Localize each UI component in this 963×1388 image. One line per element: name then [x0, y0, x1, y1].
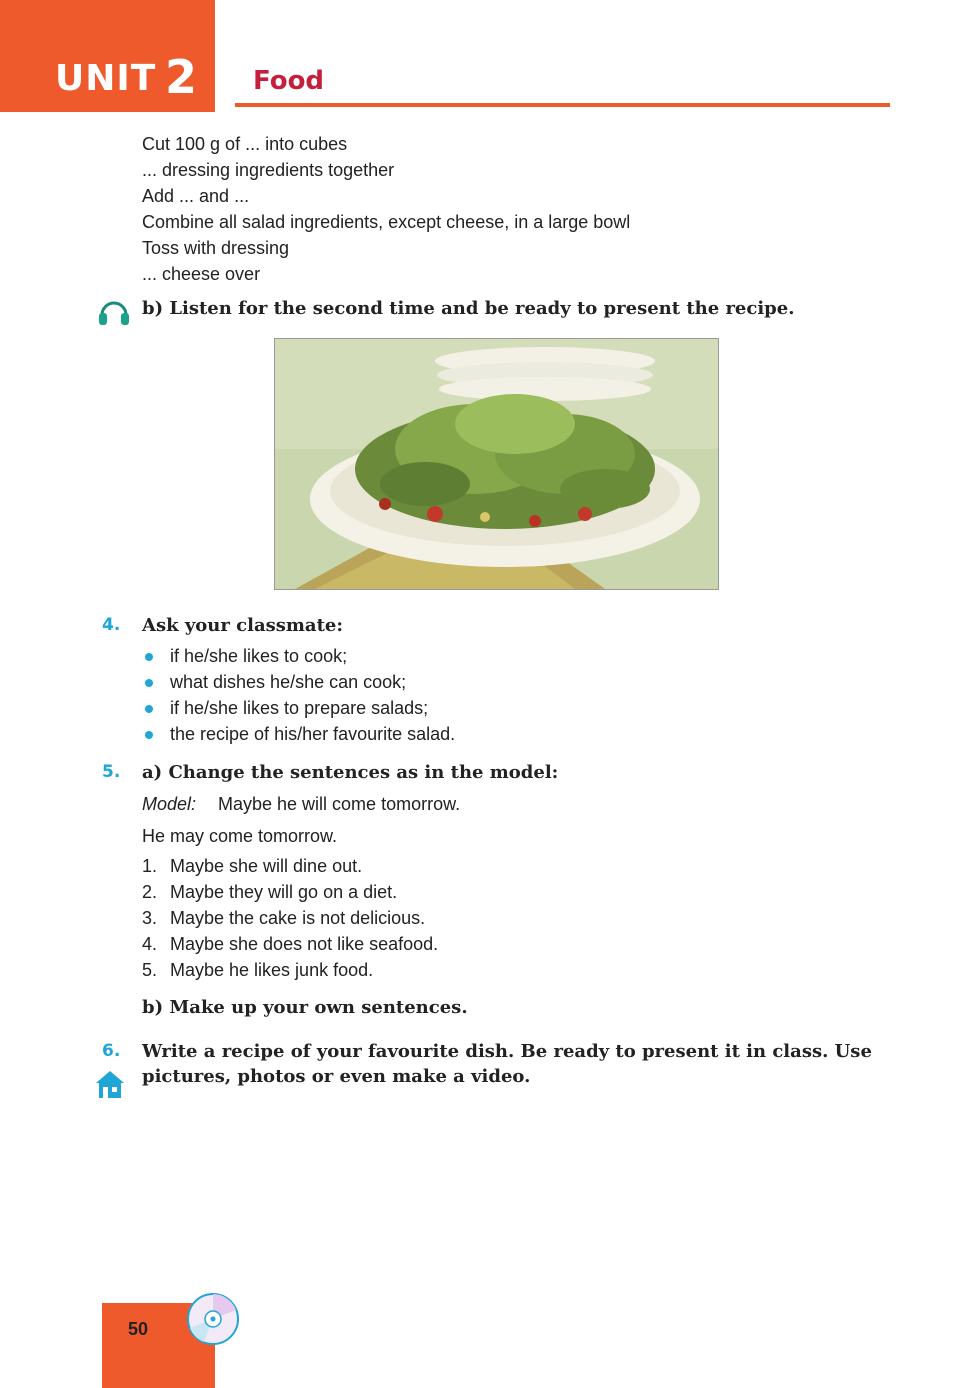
list-item: Maybe they will go on a diet. [170, 882, 398, 902]
item-number: 3. [142, 908, 158, 928]
unit-number: 2 [165, 50, 198, 104]
exercise-number: 5. [102, 762, 121, 782]
recipe-step: Add ... and ... [142, 186, 250, 206]
salad-photo [274, 338, 719, 590]
exercise-text-line1: Write a recipe of your favourite dish. Be ready to present it in class. Use [142, 1041, 872, 1062]
item-number: 2. [142, 882, 158, 902]
item-number: 1. [142, 856, 158, 876]
list-item: the recipe of his/her favourite salad. [170, 724, 456, 744]
list-item: Maybe he likes junk food. [170, 960, 374, 980]
list-item: Maybe the cake is not delicious. [170, 908, 426, 928]
bullet-icon [145, 653, 153, 661]
cd-icon [186, 1292, 240, 1346]
model-text: Maybe he will come tomorrow. [218, 794, 461, 814]
headphones-icon [97, 297, 131, 327]
recipe-step: Toss with dressing [142, 238, 290, 258]
exercise-number: 4. [102, 615, 121, 635]
bullet-icon [145, 731, 153, 739]
list-item: if he/she likes to cook; [170, 646, 348, 666]
exercise-heading: Ask your classmate: [142, 615, 343, 636]
list-item: if he/she likes to prepare salads; [170, 698, 429, 718]
exercise-number: 6. [102, 1041, 121, 1061]
home-icon [94, 1068, 126, 1100]
recipe-step: ... dressing ingredients together [142, 160, 395, 180]
exercise-text-line2: pictures, photos or even make a video. [142, 1066, 531, 1087]
item-number: 4. [142, 934, 158, 954]
exercise-heading: a) Change the sentences as in the model: [142, 762, 559, 783]
header-rule [235, 103, 890, 107]
unit-label: UNIT [55, 58, 157, 99]
listen-instruction: b) Listen for the second time and be ready to present the recipe. [142, 298, 795, 319]
list-item: Maybe she will dine out. [170, 856, 363, 876]
model-answer: He may come tomorrow. [142, 826, 338, 846]
page-title: Food [253, 66, 325, 96]
recipe-step: Cut 100 g of ... into cubes [142, 134, 348, 154]
list-item: Maybe she does not like seafood. [170, 934, 439, 954]
recipe-step: ... cheese over [142, 264, 261, 284]
bullet-icon [145, 679, 153, 687]
item-number: 5. [142, 960, 158, 980]
list-item: what dishes he/she can cook; [170, 672, 407, 692]
model-label: Model: [142, 794, 197, 814]
recipe-step: Combine all salad ingredients, except cheese, in a large bowl [142, 212, 631, 232]
page-number: 50 [128, 1319, 149, 1339]
bullet-icon [145, 705, 153, 713]
exercise-subheading: b) Make up your own sentences. [142, 997, 468, 1018]
